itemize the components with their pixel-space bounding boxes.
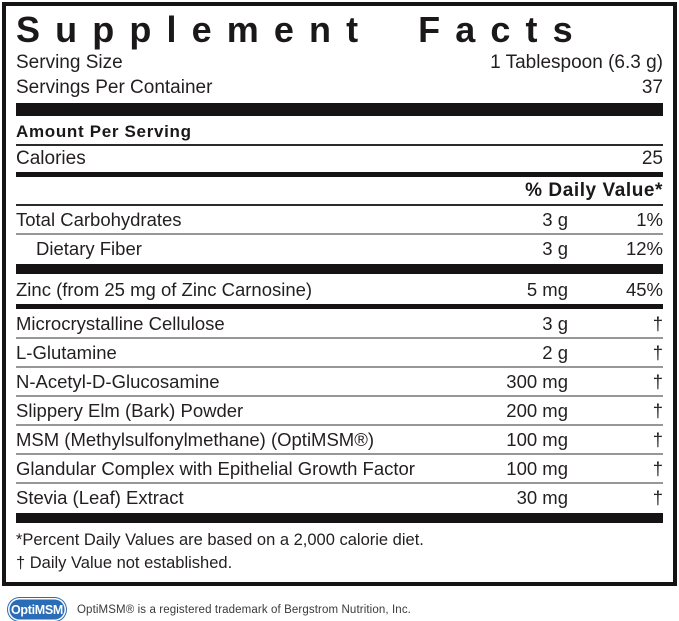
nutrient-name: Total Carbohydrates [16, 209, 182, 231]
nutrient-amount: 200 mg [506, 400, 568, 422]
nutrient-name: Slippery Elm (Bark) Powder [16, 400, 244, 422]
nutrient-row-zinc [16, 276, 663, 303]
nutrient-name: N-Acetyl-D-Glucosamine [16, 371, 220, 393]
panel-title: Supplement Facts [16, 9, 588, 50]
nutrient-name: L-Glutamine [16, 342, 117, 364]
nutrient-name: Stevia (Leaf) Extract [16, 487, 184, 509]
daily-value-header: % Daily Value* [525, 180, 663, 202]
nutrient-row-total-carbohydrates [16, 206, 663, 233]
optimsm-logo [8, 598, 66, 621]
nutrient-dv: † [652, 487, 663, 509]
nutrient-row-dietary-fiber [16, 235, 663, 262]
nutrient-row-slippery-elm [16, 397, 663, 424]
separator-bar-zinc [16, 264, 663, 274]
serving-size-value: 1 Tablespoon (6.3 g) [490, 52, 663, 74]
calories-label: Calories [16, 148, 86, 170]
footnote-percent-daily-values: *Percent Daily Values are based on a 2,000 calorie diet. [16, 531, 424, 550]
nutrient-dv: † [652, 429, 663, 451]
nutrient-amount: 3 g [542, 209, 568, 231]
nutrient-row-n-acetyl-d-glucosamine [16, 368, 663, 395]
nutrient-dv: † [652, 458, 663, 480]
nutrient-amount: 100 mg [506, 429, 568, 451]
footnote-daily-value-not-established: † Daily Value not established. [16, 554, 233, 573]
servings-per-container-label: Servings Per Container [16, 77, 213, 99]
nutrient-amount: 5 mg [526, 279, 568, 301]
rule-under-calories [16, 172, 663, 177]
nutrient-amount: 300 mg [506, 371, 568, 393]
separator-bar-bottom [16, 513, 663, 523]
servings-per-container-value: 37 [641, 77, 663, 99]
trademark-text: OptiMSM® is a registered trademark of Bergstrom Nutrition, Inc. [77, 603, 411, 616]
nutrient-name: Glandular Complex with Epithelial Growth Factor [16, 458, 415, 480]
nutrient-row-stevia [16, 484, 663, 511]
trademark-footer [8, 598, 679, 621]
nutrient-row-glandular-complex [16, 455, 663, 482]
nutrient-dv: 12% [625, 238, 663, 260]
calories-row [16, 146, 663, 171]
nutrient-amount: 100 mg [506, 458, 568, 480]
optimsm-logo-text: OptiMSM [10, 602, 64, 617]
separator-bar-top [16, 103, 663, 116]
serving-size-row [16, 50, 663, 75]
footnotes [16, 525, 663, 577]
supplement-facts-panel [2, 2, 677, 586]
nutrient-dv: 1% [636, 209, 663, 231]
amount-per-serving-heading: Amount Per Serving [16, 122, 192, 142]
nutrient-row-microcrystalline-cellulose [16, 310, 663, 337]
nutrient-name: MSM (Methylsulfonylmethane) (OptiMSM®) [16, 429, 375, 451]
nutrient-dv: † [652, 371, 663, 393]
nutrient-dv: 45% [625, 279, 663, 301]
nutrient-dv: † [652, 342, 663, 364]
nutrient-name: Dietary Fiber [36, 238, 142, 260]
nutrient-dv: † [652, 400, 663, 422]
nutrient-row-l-glutamine [16, 339, 663, 366]
nutrient-name: Microcrystalline Cellulose [16, 313, 225, 335]
nutrient-amount: 2 g [542, 342, 568, 364]
nutrient-amount: 3 g [542, 238, 568, 260]
nutrient-dv: † [652, 313, 663, 335]
rule-under-zinc [16, 304, 663, 309]
servings-per-container-row [16, 75, 663, 100]
nutrient-name: Zinc (from 25 mg of Zinc Carnosine) [16, 279, 313, 301]
calories-value: 25 [641, 148, 663, 170]
nutrient-row-msm [16, 426, 663, 453]
serving-size-label: Serving Size [16, 52, 123, 74]
nutrient-amount: 30 mg [516, 487, 568, 509]
nutrient-amount: 3 g [542, 313, 568, 335]
